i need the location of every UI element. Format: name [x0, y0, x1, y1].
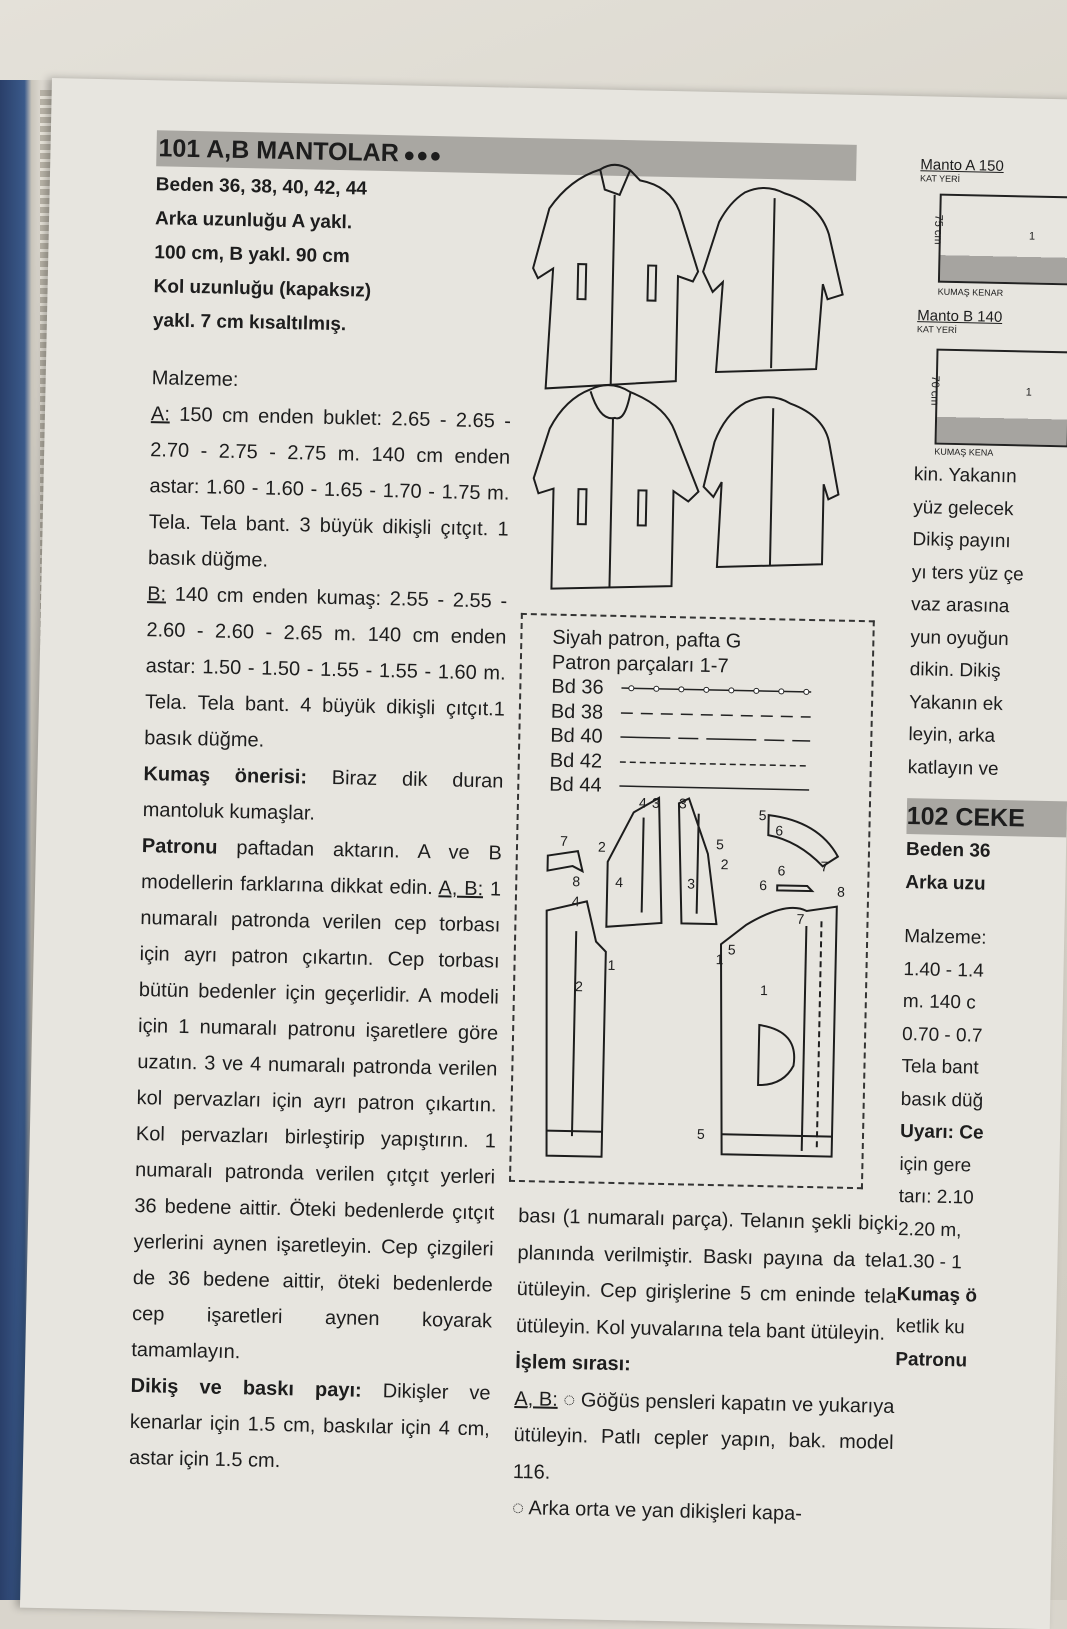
- fabric-text: Biraz dik duran mantoluk kumaşlar.: [142, 767, 504, 825]
- svg-text:2: 2: [597, 838, 606, 855]
- cutting-plan-a: [917, 183, 1067, 306]
- fabric-label: Kumaş önerisi:: [143, 763, 308, 789]
- legend-size-label: Bd 42: [549, 749, 603, 773]
- legend-pattern-pieces: Patron parçaları 1-7: [551, 651, 729, 677]
- difficulty-dots: ●●●: [402, 144, 443, 168]
- next-pattern-title: 102 CEKE: [906, 798, 1067, 837]
- svg-text:7: 7: [796, 910, 805, 927]
- pocket-bag: [758, 1025, 795, 1086]
- cutting-plan-b: [914, 334, 1067, 462]
- magazine-page: [20, 78, 1067, 1629]
- materials-a-text: 150 cm enden buklet: 2.65 - 2.65 - 2.70 - 2.75 - 2.75 m. 140 cm enden astar: 1.60 - 1.60 - 1.65 - 1.70 - 1.75 m. Tela. Tela bant. 3 büyük dikişli çıtçıt. 1 basık düğme.: [147, 403, 512, 572]
- pattern-sheet-box: [509, 613, 875, 1189]
- col3-line: 2.20 m,: [897, 1218, 962, 1241]
- legend-block: [549, 626, 813, 803]
- plan-a-piece: 1: [1028, 230, 1036, 243]
- column-left: [129, 130, 517, 1483]
- piece-7: [548, 851, 583, 872]
- legend-pattern-sheet: Siyah patron, pafta G: [552, 626, 742, 653]
- bullet-icon: ◌: [511, 1496, 525, 1520]
- svg-text:1: 1: [759, 982, 769, 999]
- sleeve-line: Kol uzunluğu (kapaksız): [153, 276, 372, 302]
- svg-text:5: 5: [715, 836, 725, 853]
- svg-text:8: 8: [572, 873, 581, 890]
- svg-text:7: 7: [820, 858, 829, 875]
- legend-size-label: Bd 40: [550, 724, 603, 748]
- process-step-1: [513, 1380, 895, 1497]
- svg-text:7: 7: [559, 832, 569, 849]
- cutting-plan-a-title: Manto A 150: [920, 156, 1004, 175]
- selvage-label-a: KUMAŞ KENAR: [937, 286, 1004, 298]
- materials-b-text: 140 cm enden kumaş: 2.55 - 2.55 - 2.60 - 2.60 - 2.65 m. 140 cm enden astar: 1.50 - 1.50 - 1.55 - 1.55 - 1.60 m. Tela. Tela bant. 4 büyük dikişli çıtçıt.1 basık düğme.: [143, 583, 508, 752]
- col2-intro-text: bası (1 numaralı parça). Telanın şekli biçki planında verilmiştir. Baskı payına da tela ütüleyin. Cep girişlerine 5 cm eninde tela ütüleyin. Kol yuvalarına tela bant ütüleyin.: [515, 1205, 899, 1345]
- materials-b: [144, 576, 508, 763]
- materials-a: [148, 396, 512, 583]
- page-title: 101 A,B MANTOLAR: [158, 134, 400, 168]
- fabric-suggestion: [142, 756, 503, 836]
- process-step-2: [512, 1490, 893, 1534]
- svg-text:4: 4: [615, 873, 624, 891]
- coat-illustrations: [521, 158, 870, 615]
- col3-line: tarı: 2.10: [898, 1185, 974, 1209]
- coat-a-back-drawing: [701, 187, 845, 375]
- col3-line: leyin, arka: [908, 724, 996, 747]
- svg-text:6: 6: [759, 876, 768, 894]
- col3-line: Uyarı: Ce: [899, 1120, 984, 1144]
- col3-line: 1.30 - 1: [897, 1250, 963, 1274]
- process-step-text: Göğüs pensleri kapatın ve yukarıya ütüleyin. Patlı cepler yapın, bak. model 116.: [512, 1388, 895, 1484]
- seam-label: Dikiş ve baskı payı:: [130, 1374, 362, 1402]
- length-line: Arka uzunluğu A yakl.: [154, 208, 353, 234]
- next-size-line: Beden 36: [905, 839, 991, 862]
- process-step-text: Arka orta ve yan dikişleri kapa-: [528, 1497, 803, 1526]
- materials-b-prefix: B:: [146, 583, 167, 606]
- svg-text:3: 3: [687, 875, 696, 892]
- col3-line: 0.70 - 0.7: [901, 1023, 983, 1047]
- col3-line: m. 140 c: [902, 991, 976, 1014]
- plan-a-dimension: 75 cm: [931, 214, 945, 245]
- fold-label-b: KAT YERİ: [916, 324, 958, 336]
- svg-text:6: 6: [777, 862, 786, 879]
- selvage-label-b: KUMAŞ KENA: [934, 446, 994, 458]
- col3-line: kin. Yakanın: [913, 464, 1017, 488]
- col3-line: yun oyuğun: [910, 626, 1009, 650]
- bullet-icon: ◌: [563, 1388, 576, 1411]
- coat-b-front-drawing: [531, 384, 700, 592]
- column-right: [895, 156, 1067, 1379]
- col3-line: vaz arasına: [910, 594, 1010, 618]
- svg-text:3: 3: [678, 795, 687, 812]
- svg-text:4: 4: [571, 893, 580, 910]
- svg-text:1: 1: [607, 956, 616, 973]
- plan-b-piece: 1: [1025, 386, 1032, 399]
- seam-allowance: [129, 1368, 491, 1484]
- col3-line: Dikiş payını: [912, 529, 1011, 553]
- sleeve-line: yakl. 7 cm kısaltılmış.: [152, 310, 347, 336]
- svg-text:8: 8: [836, 883, 846, 900]
- svg-text:6: 6: [775, 822, 784, 839]
- col3-line: 1.40 - 1.4: [903, 958, 985, 982]
- svg-text:1: 1: [715, 951, 724, 968]
- col3-line: dikin. Dikiş: [909, 659, 1001, 682]
- fold-label-a: KAT YERİ: [919, 173, 961, 185]
- col3-line: Kumaş ö: [896, 1283, 978, 1307]
- next-materials-heading: Malzeme:: [903, 926, 987, 949]
- col3-line: yüz gelecek: [912, 496, 1014, 520]
- legend-size-label: Bd 44: [549, 773, 602, 797]
- column-middle: [512, 1198, 899, 1534]
- materials-a-prefix: A:: [150, 403, 171, 426]
- legend-size-label: Bd 38: [550, 700, 604, 724]
- pattern-text: paftadan aktarın. A ve B modellerin farklarına dikkat edin.: [140, 837, 503, 900]
- col3-line: Patronu: [895, 1348, 968, 1371]
- materials-heading: Malzeme:: [151, 367, 239, 391]
- next-length-line: Arka uzu: [905, 871, 986, 895]
- cutting-plan-b-title: Manto B 140: [917, 307, 1003, 326]
- svg-text:5: 5: [696, 1125, 705, 1142]
- svg-text:4: 4: [638, 794, 647, 811]
- piece-6b: [777, 885, 812, 891]
- coat-a-front-drawing: [531, 163, 701, 391]
- pattern-instructions: [131, 828, 502, 1375]
- plan-b-dimension: 70 cm: [928, 375, 941, 406]
- pattern-ab-text: 1 numaralı patronda verilen cep torbası için ayrı patron çıkartın. Cep torbası bütün bedenler için geçerlidir. A modeli için 1 numaralı patronu işaretlere göre uzatın. 3 ve 4 numaralı patronda verilen kol pervazları için ayrı patron çıkartın. Kol pervazları birleştirip yapıştırın. 1 numaralı patronda verilen çıtçıt yerleri 36 bedene aittir. Öteki bedenlerde çıtçıt yerlerini aynen işaretleyin. Cep çizgileri de 36 bedene aittir, öteki bedenlerde cep işaretleri aynen koyarak tamamlayın.: [131, 878, 502, 1364]
- svg-text:5: 5: [758, 806, 767, 824]
- col3-line: katlayın ve: [907, 756, 999, 780]
- svg-text:5: 5: [727, 941, 736, 958]
- coat-b-back-drawing: [702, 396, 841, 570]
- piece-4: [606, 794, 664, 928]
- size-info: [153, 168, 516, 346]
- size-line: Beden 36, 38, 40, 42, 44: [155, 174, 368, 200]
- pattern-ab-prefix: A, B:: [438, 877, 484, 901]
- svg-text:2: 2: [720, 856, 729, 873]
- col3-line: ketlik ku: [895, 1315, 965, 1339]
- seam-text: Dikişler ve kenarlar için 1.5 cm, baskılar için 4 cm, astar için 1.5 cm.: [128, 1380, 491, 1473]
- legend-size-label: Bd 36: [551, 675, 604, 699]
- col3-line: basık düğ: [900, 1088, 984, 1112]
- length-line: 100 cm, B yakl. 90 cm: [154, 242, 350, 268]
- process-ab-prefix: A, B:: [514, 1387, 559, 1411]
- col3-line: Yakanın ek: [908, 691, 1003, 715]
- svg-text:2: 2: [574, 978, 584, 995]
- svg-text:3: 3: [651, 794, 660, 811]
- col3-line: Tela bant: [901, 1056, 979, 1079]
- pattern-label: Patronu: [141, 835, 218, 859]
- col3-line: için gere: [899, 1153, 972, 1176]
- col3-line: yı ters yüz çe: [911, 561, 1024, 585]
- pattern-pieces-drawing: [531, 790, 859, 1182]
- process-heading: İşlem sırası:: [514, 1350, 632, 1376]
